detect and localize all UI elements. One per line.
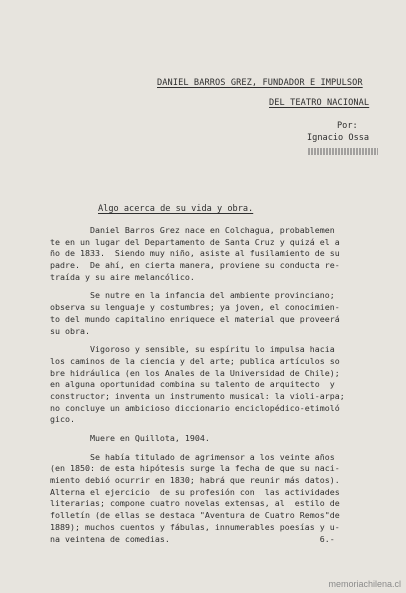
text-line: te en un lugar del Departamento de Santa Cruz y quizá el a xyxy=(50,236,340,247)
section-heading: Algo acerca de su vida y obra. xyxy=(98,204,254,214)
text-line: Se nutre en la infancia del ambiente provinciano; xyxy=(50,290,335,301)
text-line: observa su lenguaje y costumbres; ya joven, el conocimien- xyxy=(50,302,340,313)
text-line: Se había titulado de agrimensor a los veinte años xyxy=(50,451,335,462)
author-label: Por: xyxy=(337,121,358,131)
paragraph xyxy=(50,452,386,546)
watermark-text: memoriachilena.cl xyxy=(328,579,401,589)
text-line: constructor; inventa un instrumento musical: la violi-arpa; xyxy=(50,390,345,401)
text-line: literarias; compone cuatro novelas extensas, al estilo de xyxy=(50,498,340,509)
text-line: 1889); muchos cuentos y fábulas, innumerables poesías y u- xyxy=(50,521,340,532)
text-line: miento debió ocurrir en 1830; habrá que reunir más datos). xyxy=(50,475,340,486)
text-line: (en 1850: de esta hipótesis surge la fecha de que su naci- xyxy=(50,463,340,474)
text-line: los caminos de la ciencia y del arte; publica artículos so xyxy=(50,355,340,366)
text-line: Daniel Barros Grez nace en Colchagua, probablemen xyxy=(50,225,335,235)
paragraph xyxy=(50,344,386,426)
document-title-line-2: DEL TEATRO NACIONAL xyxy=(269,98,370,108)
document-title-line-1: DANIEL BARROS GREZ, FUNDADOR E IMPULSOR xyxy=(157,78,363,88)
author-name: Ignacio Ossa xyxy=(307,133,370,143)
text-line: to del mundo capitalino enriquece el material que proveerá xyxy=(50,313,340,324)
text-line: na veintena de comedias. 6.- xyxy=(50,533,335,544)
text-line: su obra. xyxy=(50,325,90,336)
stamp-mark xyxy=(308,148,378,155)
text-line: ño de 1833. Siendo muy niño, asiste al fusilamiento de su xyxy=(50,248,340,259)
text-line: Vigoroso y sensible, su espíritu lo impulsa hacia xyxy=(50,344,335,355)
text-line: padre. De ahí, en cierta manera, proviene su conducta re- xyxy=(50,260,340,271)
text-line: folletín (de ellas se destaca "Aventura de Cuatro Remos"de xyxy=(50,510,340,521)
text-line: en alguna oportunidad combina su talento de arquitecto y xyxy=(50,379,335,390)
text-line: gico. xyxy=(50,414,75,425)
text-line: Muere en Quillota, 1904. xyxy=(50,433,210,443)
text-line: Alterna el ejercicio de su profesión con las actividades xyxy=(50,486,340,497)
text-line: traída y su aire melancólico. xyxy=(50,271,195,282)
text-line: no concluye un ambicioso diccionario enciclopédico-etimoló xyxy=(50,402,340,413)
paragraph xyxy=(50,290,386,337)
paragraph xyxy=(50,225,386,283)
paragraph xyxy=(50,433,386,445)
document-body xyxy=(50,225,386,552)
text-line: bre hidráulica (en los Anales de la Universidad de Chile); xyxy=(50,367,340,378)
